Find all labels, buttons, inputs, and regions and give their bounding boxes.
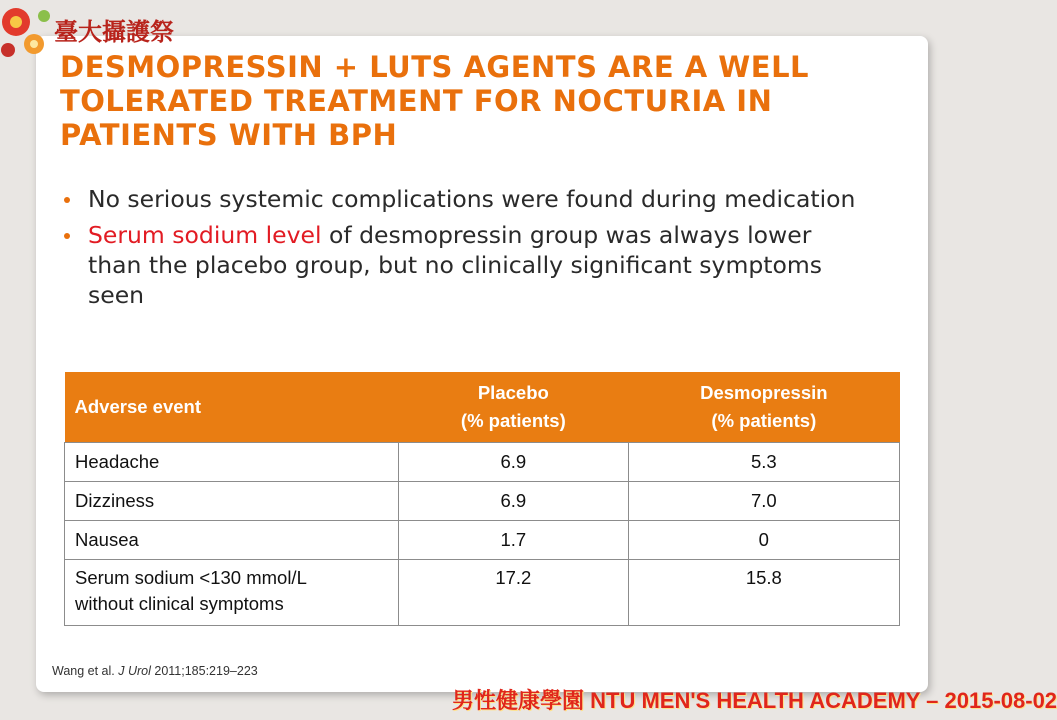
cell-desmopressin: 5.3: [628, 443, 899, 482]
header-desmopressin-label: Desmopressin: [700, 382, 828, 403]
cell-adverse-event: Nausea: [65, 521, 399, 560]
cell-adverse-event: Headache: [65, 443, 399, 482]
bullet-item: [62, 220, 862, 310]
cell-desmopressin: 7.0: [628, 482, 899, 521]
bullet-text: of desmopressin group was always lower than the placebo group, but no clinically significant symptoms seen: [88, 221, 822, 309]
cell-placebo: 6.9: [399, 443, 629, 482]
header-adverse-event-label: Adverse event: [74, 396, 201, 417]
bullet-item: [62, 184, 862, 214]
cell-adverse-event: Dizziness: [65, 482, 399, 521]
cell-placebo: 17.2: [399, 560, 629, 626]
cell-desmopressin: 15.8: [628, 560, 899, 626]
table-row: [65, 443, 900, 482]
header-desmopressin: [628, 372, 899, 443]
citation-details: 2011;185:219–223: [150, 664, 258, 678]
header-placebo: [399, 372, 629, 443]
cell-placebo: 6.9: [399, 482, 629, 521]
cell-adverse-event: [65, 560, 399, 626]
bullet-list: [62, 184, 862, 316]
festival-logo-text: 臺大攝護祭: [54, 17, 174, 46]
cell-adverse-event-line2: without clinical symptoms: [75, 593, 284, 614]
adverse-event-table: [64, 372, 900, 626]
bullet-dot-icon: [64, 233, 70, 239]
cell-desmopressin: 0: [628, 521, 899, 560]
cell-adverse-event-line1: Serum sodium <130 mmol/L: [75, 567, 307, 588]
table-row: [65, 560, 900, 626]
bullet-dot-icon: [64, 197, 70, 203]
header-placebo-label: Placebo: [477, 382, 549, 403]
citation-authors: Wang et al.: [52, 664, 119, 678]
header-desmopressin-unit: (% patients): [711, 410, 817, 431]
header-placebo-unit: (% patients): [460, 410, 566, 431]
table-header-row: [65, 372, 900, 443]
table-row: [65, 521, 900, 560]
footer-banner: 男性健康學園 NTU MEN'S HEALTH ACADEMY – 2015-08-02: [452, 688, 1057, 713]
citation: [52, 664, 258, 678]
cell-placebo: 1.7: [399, 521, 629, 560]
slide-title: DESMOPRESSIN + LUTS AGENTS ARE A WELL TOLERATED TREATMENT FOR NOCTURIA IN PATIENTS WITH BPH: [60, 50, 810, 152]
bullet-highlight: Serum sodium level: [88, 221, 322, 249]
table-row: [65, 482, 900, 521]
bullet-text: No serious systemic complications were found during medication: [88, 185, 856, 213]
header-adverse-event: [65, 372, 399, 443]
citation-journal: J Urol: [118, 664, 151, 678]
